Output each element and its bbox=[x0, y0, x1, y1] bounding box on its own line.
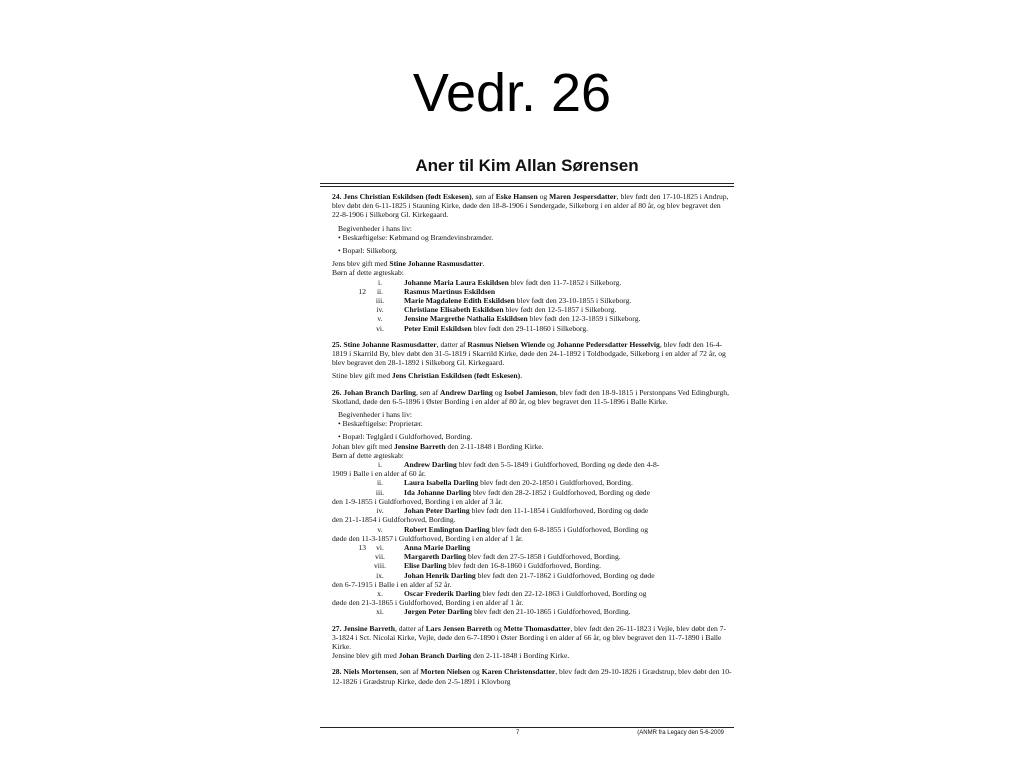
child-row-cont: den 21-1-1854 i Guldforhoved, Bording. bbox=[332, 515, 456, 525]
entry-28: 28. Niels Mortensen, søn af Morten Nielsen og Karen Christensdatter, blev født den 29-10-1826 i Grædstrup, blev døbt den 10-12-1826 i Grædstrup Kirke, døde den 2-5-1891 i Klovborg bbox=[332, 667, 732, 686]
events-label: Begivenheder i hans liv: bbox=[338, 410, 413, 420]
child-row: v. Jensine Margrethe Nathalia Eskildsen blev født den 12-3-1859 i Silkeborg. bbox=[377, 314, 641, 324]
child-row: i. Andrew Darling blev født den 5-5-1849 i Guldforhoved, Bording og døde den 4-8- bbox=[377, 460, 660, 470]
child-row: i. Johanne Maria Laura Eskildsen blev født den 11-7-1852 i Silkeborg. bbox=[377, 277, 622, 287]
marriage-line: Jensine blev gift med Johan Branch Darling den 2-11-1848 i Bording Kirke. bbox=[332, 651, 570, 661]
child-row: x. Oscar Frederik Darling blev født den 22-12-1863 i Guldforhoved, Bording og bbox=[377, 588, 647, 598]
children-label: Børn af dette ægteskab: bbox=[332, 268, 404, 278]
marriage-line: Stine blev gift med Jens Christian Eskildsen (født Eskesen). bbox=[332, 371, 523, 381]
marriage-line: Jens blev gift med Stine Johanne Rasmusdatter. bbox=[332, 259, 485, 269]
page-number: 7 bbox=[516, 730, 520, 736]
event-item: • Beskæftigelse: Proprietær. bbox=[338, 419, 423, 429]
event-item: • Beskæftigelse: Købmand og Brændevinsbrænder. bbox=[338, 232, 494, 242]
child-row: v. Robert Emlington Darling blev født den 6-8-1855 i Guldforhoved, Bording og bbox=[377, 524, 649, 534]
child-row: vii. Margareth Darling blev født den 27-5-1858 i Guldforhoved, Bording. bbox=[375, 552, 621, 562]
slide-title: Vedr. 26 bbox=[412, 63, 612, 123]
child-row-cont: døde den 21-3-1865 i Guldforhoved, Bording i en alder af 1 år. bbox=[332, 598, 524, 608]
child-row: ii. Laura Isabella Darling blev født den 20-2-1850 i Guldforhoved, Bording. bbox=[376, 478, 633, 488]
children-list-26 bbox=[332, 460, 732, 616]
child-row-cont: den 6-7-1915 i Balle i en alder af 52 år. bbox=[332, 579, 452, 589]
child-row-cont: den 1-9-1855 i Guldforhoved, Bording i en alder af 3 år. bbox=[332, 496, 503, 506]
child-row: iv. Christiane Elisabeth Eskildsen blev født den 12-5-1857 i Silkeborg. bbox=[376, 305, 617, 315]
child-row: 12 ii. Rasmus Martinus Eskildsen bbox=[358, 286, 496, 296]
event-item: • Bopæl: Silkeborg. bbox=[338, 246, 398, 256]
children-label: Børn af dette ægteskab: bbox=[332, 450, 404, 460]
marriage-line: Johan blev gift med Jensine Barreth den 2-11-1848 i Bording Kirke. bbox=[332, 441, 544, 451]
entry-27: 27. Jensine Barreth, datter af Lars Jensen Barreth og Mette Thomasdatter, blev født den 26-11-1823 i Vejle, blev døbt den 7-3-1824 i Sct. Nicolai Kirke, Vejle, døde den 6-7-1890 i Øster Bording i en alder af 66 år, og blev begravet den 11-7-1890 i Balle Kirke. bbox=[332, 623, 726, 651]
child-row: ix. Johan Henrik Darling blev født den 21-7-1862 i Guldforhoved, Bording og døde bbox=[376, 570, 655, 580]
child-row-cont: 1909 i Balle i en alder af 60 år. bbox=[332, 469, 426, 479]
entry-25: 25. Stine Johanne Rasmusdatter, datter af Rasmus Nielsen Wiende og Johanne Pedersdatter Hesselvig, blev født den 16-4-1819 i Skarrild By, blev døbt den 31-5-1819 i Skarrild Kirke, døde den 24-1-1892 i Toldbodgade, Silkeborg i en alder af 72 år, og blev begravet den 28-1-1892 i Silkeborg Gl. Kirkegaard. bbox=[332, 339, 726, 368]
child-row: xi. Jørgen Peter Darling blev født den 21-10-1865 i Guldforhoved, Bording. bbox=[376, 607, 631, 617]
children-list-24 bbox=[332, 278, 732, 333]
child-row: iii. Marie Magdalene Edith Eskildsen blev født den 23-10-1855 i Silkeborg. bbox=[375, 296, 632, 306]
child-row-cont: døde den 11-3-1857 i Guldforhoved, Bording i en alder af 1 år. bbox=[332, 533, 523, 543]
bottom-rule bbox=[320, 727, 734, 728]
child-row: viii. Elise Darling blev født den 16-8-1860 i Guldforhoved, Bording. bbox=[373, 561, 601, 571]
events-label: Begivenheder i hans liv: bbox=[338, 223, 413, 233]
child-row: iv. Johan Peter Darling blev født den 11-1-1854 i Guldforhoved, Bording og døde bbox=[376, 506, 649, 516]
document-body bbox=[332, 192, 732, 686]
footer-note: (ANMR fra Legacy den 5-6-2009 bbox=[637, 730, 724, 736]
entry-26: 26. Johan Branch Darling, søn af Andrew Darling og Isobel Jamieson, blev født den 18-9-1815 i Perstonpans Ved Edingburgh, Skotland, døde den 6-5-1896 i Øster Bording i en alder af 80 år, og blev begravet den 11-5-1896 i Balle Kirke. bbox=[332, 387, 729, 406]
child-row: 13 vi. Anna Marie Darling bbox=[358, 542, 471, 552]
child-row: vi. Peter Emil Eskildsen blev født den 29-11-1860 i Silkeborg. bbox=[376, 323, 589, 333]
top-rule bbox=[320, 183, 734, 184]
top-rule-2 bbox=[320, 186, 734, 187]
scanned-document bbox=[318, 156, 736, 742]
child-row: iii. Ida Johanne Darling blev født den 28-2-1852 i Guldforhoved, Bording og døde bbox=[375, 487, 650, 497]
entry-24: 24. Jens Christian Eskildsen (født Eskesen), søn af Eske Hansen og Maren Jespersdatter, blev født den 17-10-1825 i Andrup, blev døbt den 6-11-1825 i Stauning Kirke, døde den 18-8-1906 i Søndergade, Silkeborg i en alder af 80 år, og blev begravet den 22-8-1906 i Silkeborg Gl. Kirkegaard. bbox=[332, 192, 729, 220]
document-title: Aner til Kim Allan Sørensen bbox=[415, 156, 639, 175]
event-item: • Bopæl: Teglgård i Guldforhoved, Bording. bbox=[338, 432, 473, 442]
